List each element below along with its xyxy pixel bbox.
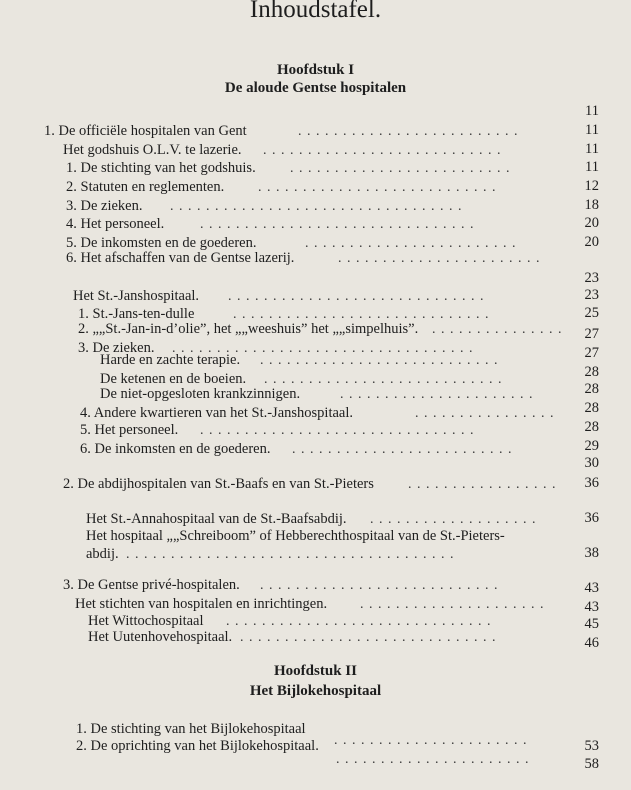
leader-dots: ...............	[432, 322, 567, 337]
chapter-label: Hoofdstuk II	[274, 663, 357, 679]
page-number: 12	[584, 178, 599, 194]
page-number: 27	[584, 326, 599, 342]
toc-entry-text: 1. De stichting van het Bijlokehospitaal	[76, 721, 306, 737]
toc-entry-text: 1. St.-Jans-ten-dulle	[78, 306, 195, 322]
leader-dots: ...........................	[258, 180, 501, 195]
chapter-title: De aloude Gentse hospitalen	[224, 80, 407, 96]
page-number: 36	[584, 475, 599, 491]
page-number: 43	[584, 580, 599, 596]
toc-entry-text: De ketenen en de boeien.	[100, 371, 247, 387]
toc-entry-text: Het St.-Annahospitaal van de St.-Baafsabdij.	[86, 511, 347, 527]
page-number: 23	[584, 287, 599, 303]
toc-entry-text: 3. De zieken.	[78, 340, 155, 356]
leader-dots: .................	[408, 477, 561, 492]
toc-entry-text: 2. „„St.-Jan-in-d’olie”, het „„weeshuis” het „„simpelhuis”.	[78, 321, 419, 337]
page-number: 53	[584, 738, 599, 754]
toc-entry-text: 3. De Gentse privé-hospitalen.	[63, 577, 240, 593]
page-number: 25	[584, 305, 599, 321]
page-title: Inhoudstafel.	[249, 0, 382, 23]
leader-dots: .............................	[233, 307, 494, 322]
page-number: 38	[584, 545, 599, 561]
page-number: 45	[584, 616, 599, 632]
page-number: 20	[584, 234, 599, 250]
page-number: 28	[584, 419, 599, 435]
toc-entry-text: 2. De abdijhospitalen van St.-Baafs en van St.-Pieters	[63, 476, 374, 492]
leader-dots: ................	[415, 406, 559, 421]
toc-entry-text: Het Uutenhovehospitaal.	[88, 629, 233, 645]
leader-dots: ..................................	[172, 341, 478, 356]
page-number: 43	[584, 599, 599, 615]
toc-entry-text: 4. Het personeel.	[66, 216, 165, 232]
page-number: 11	[585, 103, 599, 119]
leader-dots: ...........................	[260, 353, 503, 368]
page-number: 36	[584, 510, 599, 526]
toc-entry-text: 6. Het afschaffen van de Gentse lazerij.	[66, 250, 295, 266]
leader-dots: ...............................	[200, 217, 479, 232]
toc-entry-text: 4. Andere kwartieren van het St.-Janshospitaal.	[80, 405, 354, 421]
page-number: 11	[585, 159, 599, 175]
leader-dots: ......................	[336, 752, 534, 767]
leader-dots: ...........................	[264, 372, 507, 387]
toc-entry-text: 1. De stichting van het godshuis.	[66, 160, 256, 176]
leader-dots: ...........................	[263, 143, 506, 158]
leader-dots: ........................	[305, 236, 521, 251]
leader-dots: .........................	[290, 161, 515, 176]
page-number: 20	[584, 215, 599, 231]
toc-entry-text: 2. De oprichting van het Bijlokehospitaal.	[76, 738, 319, 754]
toc-entry-text: Het Wittochospitaal	[88, 613, 204, 629]
toc-entry-text: Het St.-Janshospitaal.	[73, 288, 200, 304]
chapter-label: Hoofdstuk I	[276, 62, 355, 78]
toc-entry-text: Het hospitaal „„Schreiboom” of Hebberechthospitaal van de St.-Pieters-	[86, 528, 505, 544]
page-number: 28	[584, 400, 599, 416]
leader-dots: .......................	[338, 251, 545, 266]
leader-dots: ......................	[334, 733, 532, 748]
page-number: 58	[584, 756, 599, 772]
leader-dots: .............................	[228, 289, 489, 304]
leader-dots: .................................	[170, 199, 467, 214]
page-number: 29	[584, 438, 599, 454]
leader-dots: .........................	[298, 124, 523, 139]
page-number: 46	[584, 635, 599, 651]
page-number: 23	[584, 270, 599, 286]
toc-entry-text: 6. De inkomsten en de goederen.	[80, 441, 271, 457]
toc-entry-text: De niet-opgesloten krankzinnigen.	[100, 386, 301, 402]
toc-entry-text: 3. De zieken.	[66, 198, 143, 214]
toc-entry-text: Het stichten van hospitalen en inrichtingen.	[75, 596, 328, 612]
toc-entry-text: Het godshuis O.L.V. te lazerie.	[63, 142, 242, 158]
toc-entry-text: 5. De inkomsten en de goederen.	[66, 235, 257, 251]
leader-dots: ..............................	[226, 614, 496, 629]
toc-entry-text: 1. De officiële hospitalen van Gent	[44, 123, 247, 139]
page-number: 11	[585, 122, 599, 138]
toc-entry-text: Harde en zachte terapie.	[100, 352, 241, 368]
toc-entry-text: 5. Het personeel.	[80, 422, 179, 438]
leader-dots: .....................................	[126, 547, 459, 562]
page-number: 30	[584, 455, 599, 471]
page-number: 11	[585, 141, 599, 157]
page-number: 28	[584, 364, 599, 380]
leader-dots: ...............................	[200, 423, 479, 438]
leader-dots: ...................	[370, 512, 541, 527]
page-number: 18	[584, 197, 599, 213]
leader-dots: ......................	[340, 387, 538, 402]
leader-dots: .........................	[292, 442, 517, 457]
leader-dots: ...........................	[260, 578, 503, 593]
page-number: 27	[584, 345, 599, 361]
page-number: 28	[584, 381, 599, 397]
leader-dots: .....................	[360, 597, 549, 612]
toc-entry-text: 2. Statuten en reglementen.	[66, 179, 225, 195]
leader-dots: .............................	[240, 630, 501, 645]
toc-entry-text: abdij.	[86, 546, 119, 562]
chapter-title: Het Bijlokehospitaal	[249, 683, 382, 699]
